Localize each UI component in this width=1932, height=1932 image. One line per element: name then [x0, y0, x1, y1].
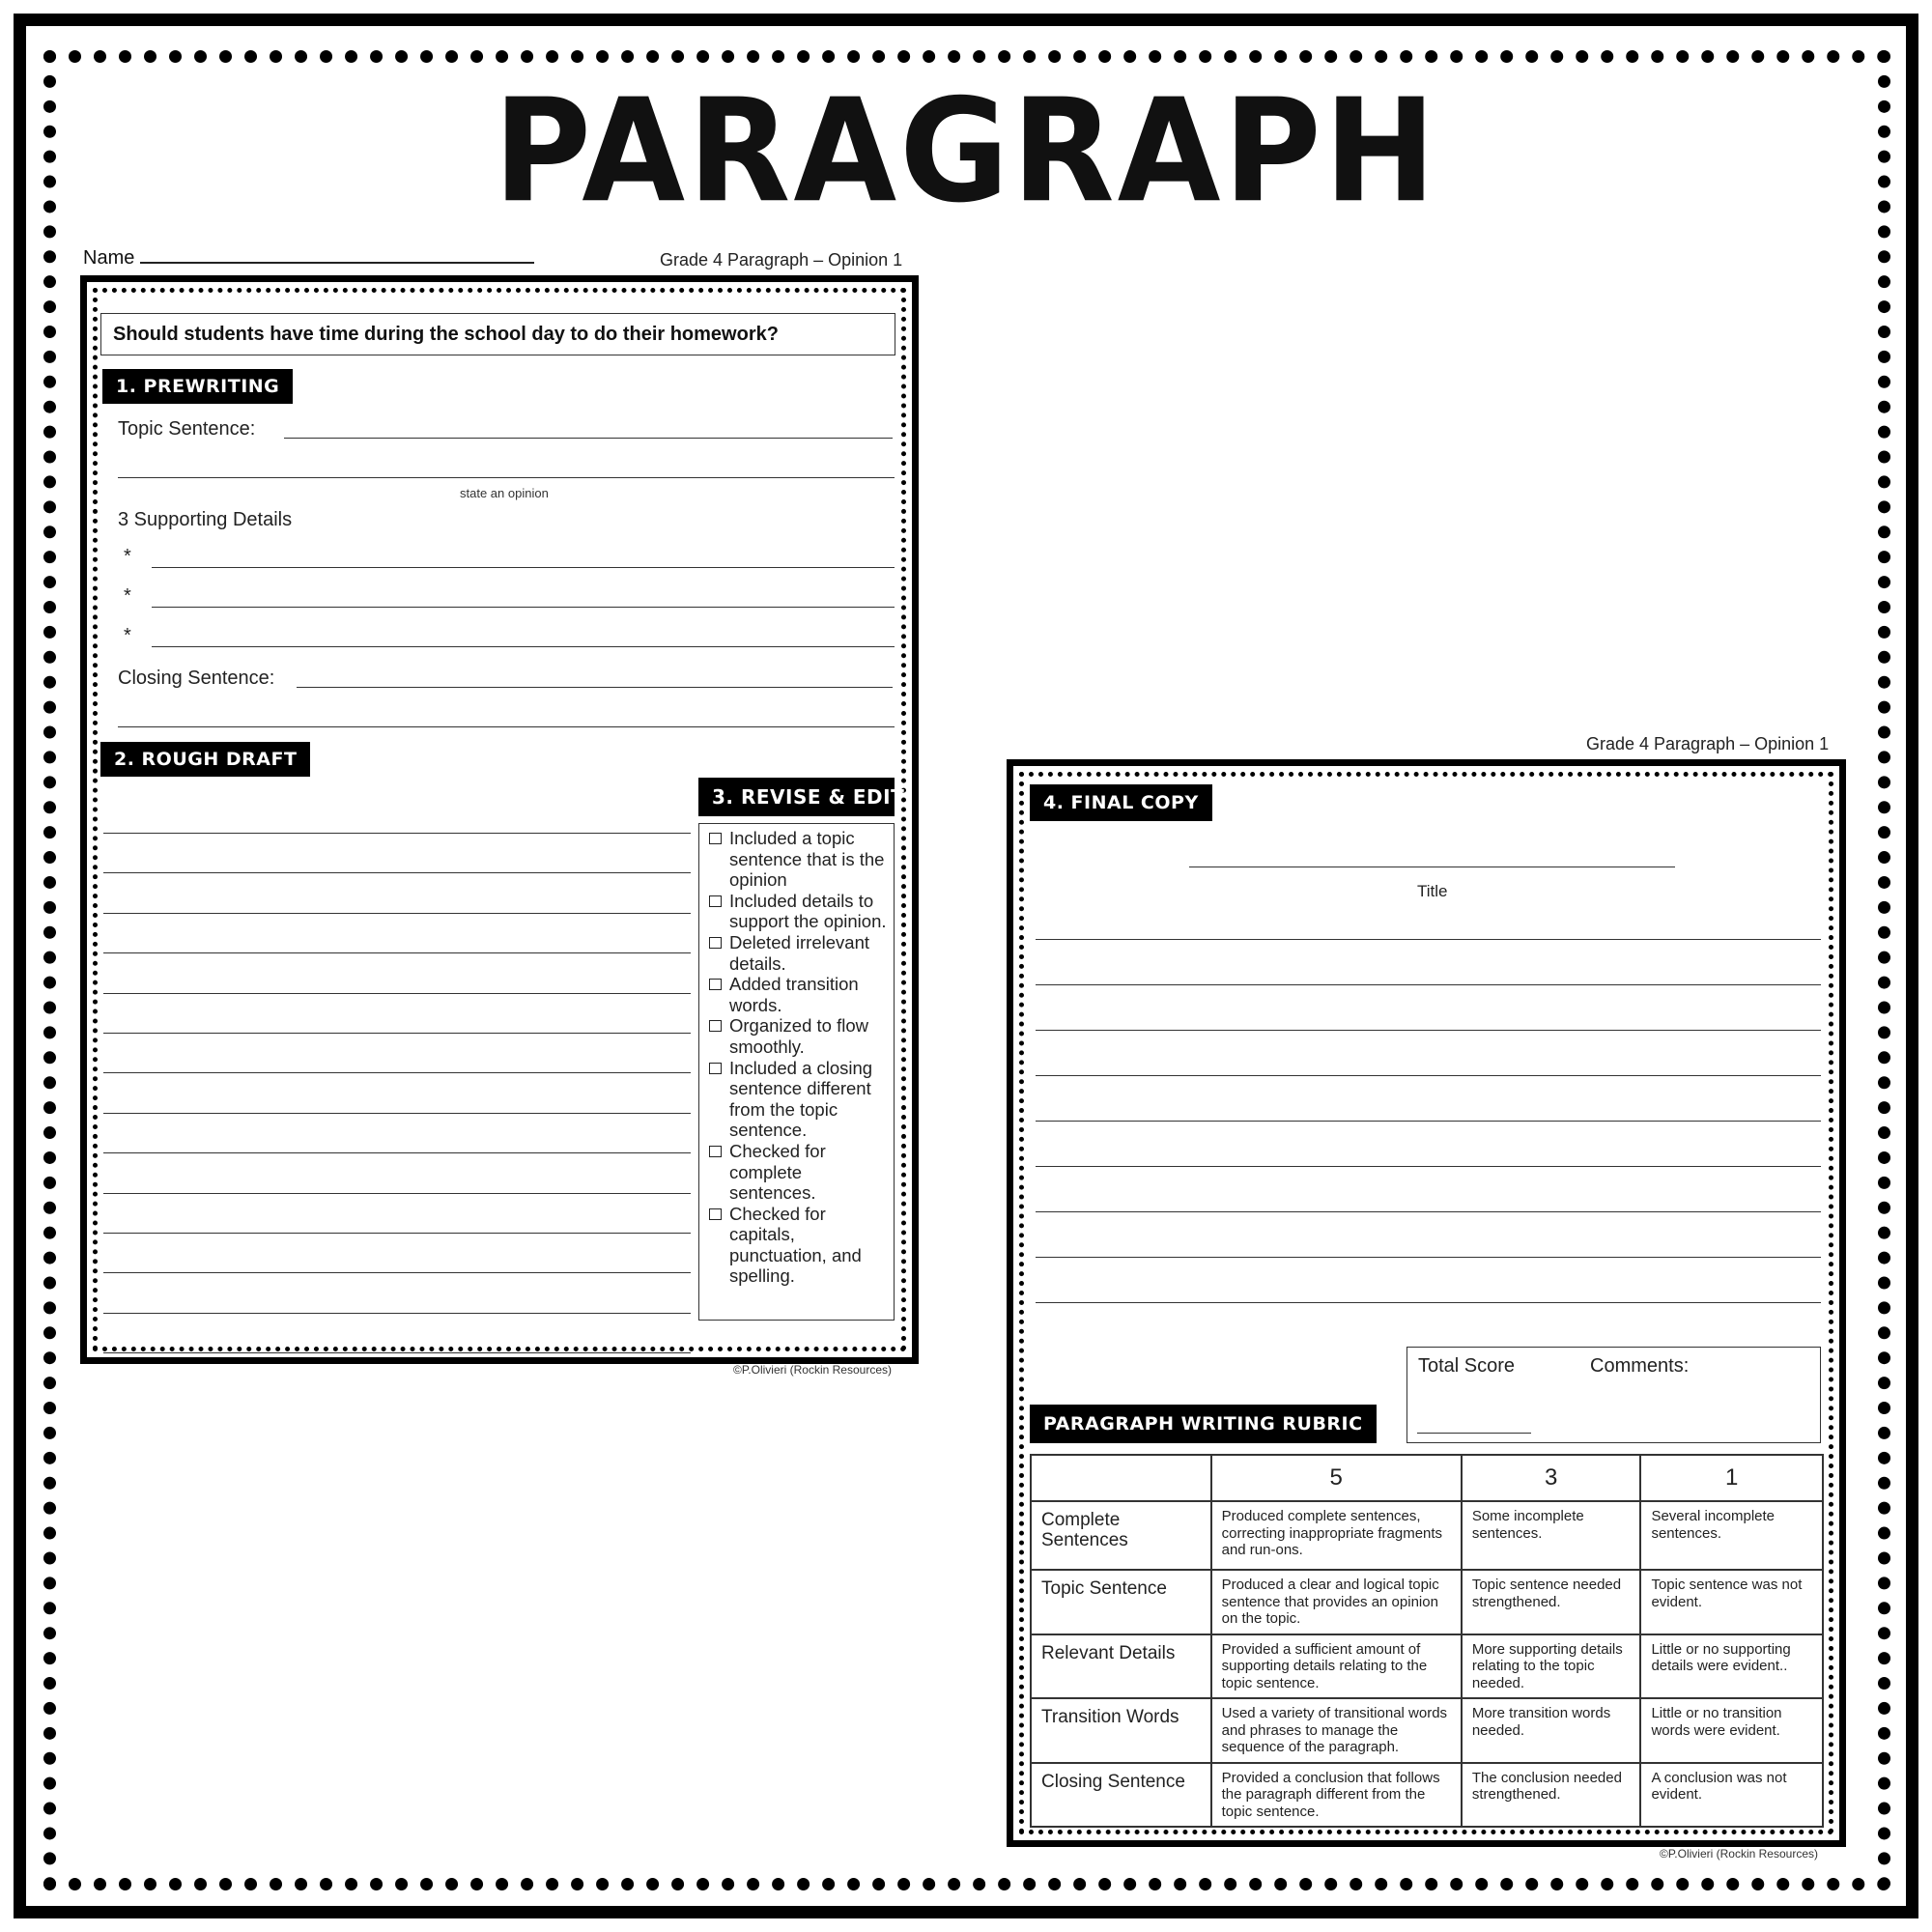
rough-draft-tag: 2. ROUGH DRAFT — [100, 742, 310, 777]
rubric-cell: Topic sentence was not evident. — [1640, 1570, 1823, 1634]
final-copy-line[interactable] — [1036, 1211, 1821, 1212]
name-label: Name — [83, 247, 135, 269]
checklist-item — [709, 828, 888, 891]
checklist-item — [709, 1015, 888, 1057]
rubric-cell: Provided a sufficient amount of supporting details relating to the topic sentence. — [1211, 1634, 1462, 1699]
final-copy-line[interactable] — [1036, 984, 1821, 985]
checklist-item — [709, 974, 888, 1015]
rubric-table — [1030, 1454, 1824, 1828]
rough-draft-line[interactable] — [103, 1272, 691, 1273]
rubric-criterion: Topic Sentence — [1031, 1570, 1211, 1634]
final-copy-line[interactable] — [1036, 1257, 1821, 1258]
bullet-1: * — [124, 546, 131, 567]
closing-sentence-line-1[interactable] — [297, 687, 893, 688]
checklist-item-label: Added transition words. — [729, 974, 859, 1015]
name-row — [83, 247, 534, 270]
rubric-cell: The conclusion needed strengthened. — [1462, 1763, 1641, 1828]
rough-draft-line[interactable] — [103, 1033, 691, 1034]
rough-draft-line[interactable] — [103, 1352, 691, 1353]
rubric-cell: More supporting details relating to the topic needed. — [1462, 1634, 1641, 1699]
rubric-criterion: Relevant Details — [1031, 1634, 1211, 1699]
checkbox[interactable] — [709, 979, 722, 990]
checklist-item-label: Included a closing sentence different from the topic sentence. — [729, 1057, 873, 1141]
rubric-row — [1031, 1570, 1823, 1634]
rough-draft-line[interactable] — [103, 1193, 691, 1194]
rubric-row — [1031, 1634, 1823, 1699]
checklist-item-label: Checked for capitals, punctuation, and spelling. — [729, 1203, 862, 1287]
checkbox[interactable] — [709, 1020, 722, 1032]
checklist-item-label: Included a topic sentence that is the opinion — [729, 828, 885, 891]
final-copy-line[interactable] — [1036, 1030, 1821, 1031]
prewriting-tag: 1. PREWRITING — [102, 369, 293, 404]
detail-line-3[interactable] — [152, 646, 895, 647]
rough-draft-line[interactable] — [103, 913, 691, 914]
detail-line-1[interactable] — [152, 567, 895, 568]
rubric-corner-cell — [1031, 1455, 1211, 1501]
closing-sentence-label: Closing Sentence: — [118, 668, 275, 689]
rough-draft-line[interactable] — [103, 1072, 691, 1073]
total-score-line[interactable] — [1417, 1433, 1531, 1434]
bullet-2: * — [124, 585, 131, 607]
rubric-header-row — [1031, 1455, 1823, 1501]
checklist-item-label: Included details to support the opinion. — [729, 890, 887, 932]
rubric-cell: Used a variety of transitional words and phrases to manage the sequence of the paragraph. — [1211, 1698, 1462, 1763]
question-box: Should students have time during the school day to do their homework? — [100, 313, 895, 355]
score-box — [1406, 1347, 1821, 1443]
rubric-cell: Produced a clear and logical topic sentence that provides an opinion on the topic. — [1211, 1570, 1462, 1634]
rubric-row — [1031, 1698, 1823, 1763]
rubric-row — [1031, 1501, 1823, 1570]
rough-draft-line[interactable] — [103, 1152, 691, 1153]
final-copy-line[interactable] — [1036, 1302, 1821, 1303]
rubric-criterion: Closing Sentence — [1031, 1763, 1211, 1828]
closing-sentence-line-2[interactable] — [118, 726, 895, 727]
left-header-meta: Grade 4 Paragraph – Opinion 1 — [660, 250, 903, 270]
total-score-label: Total Score — [1418, 1355, 1516, 1377]
rubric-tag: PARAGRAPH WRITING RUBRIC — [1030, 1405, 1377, 1443]
comments-label: Comments: — [1590, 1355, 1690, 1377]
revise-edit-tag: 3. REVISE & EDIT — [698, 778, 895, 816]
detail-line-2[interactable] — [152, 607, 895, 608]
final-copy-line[interactable] — [1036, 939, 1821, 940]
rough-draft-line[interactable] — [103, 1113, 691, 1114]
checkbox[interactable] — [709, 895, 722, 907]
checkbox[interactable] — [709, 1208, 722, 1220]
rubric-score-header: 1 — [1640, 1455, 1823, 1501]
revise-checklist — [698, 823, 895, 1321]
rubric-cell: Topic sentence needed strengthened. — [1462, 1570, 1641, 1634]
rubric-criterion: Complete Sentences — [1031, 1501, 1211, 1570]
rubric-row — [1031, 1763, 1823, 1828]
rubric-score-header: 3 — [1462, 1455, 1641, 1501]
rubric-cell: Some incomplete sentences. — [1462, 1501, 1641, 1570]
checkbox[interactable] — [709, 1146, 722, 1157]
rubric-cell: A conclusion was not evident. — [1640, 1763, 1823, 1828]
checklist-item-label: Checked for complete sentences. — [729, 1140, 826, 1204]
topic-sentence-line-2[interactable] — [118, 477, 895, 478]
rubric-cell: Produced complete sentences, correcting inappropriate fragments and run-ons. — [1211, 1501, 1462, 1570]
checklist-item — [709, 932, 888, 974]
final-copy-tag: 4. FINAL COPY — [1030, 784, 1212, 821]
final-copy-line[interactable] — [1036, 1121, 1821, 1122]
rough-draft-line[interactable] — [103, 1313, 691, 1314]
topic-sentence-line-1[interactable] — [284, 438, 893, 439]
rubric-cell: More transition words needed. — [1462, 1698, 1641, 1763]
rubric-cell: Little or no supporting details were evident.. — [1640, 1634, 1823, 1699]
checklist-item — [709, 891, 888, 932]
rubric-cell: Little or no transition words were evident. — [1640, 1698, 1823, 1763]
final-copy-line[interactable] — [1036, 1075, 1821, 1076]
rubric-score-header: 5 — [1211, 1455, 1462, 1501]
rubric-cell: Provided a conclusion that follows the paragraph different from the topic sentence. — [1211, 1763, 1462, 1828]
checkbox[interactable] — [709, 937, 722, 949]
checklist-item-label: Deleted irrelevant details. — [729, 931, 869, 974]
left-copyright: ©P.Olivieri (Rockin Resources) — [733, 1363, 892, 1377]
supporting-details-label: 3 Supporting Details — [118, 509, 293, 530]
page-title: PARAGRAPH — [493, 68, 1439, 235]
checklist-item — [709, 1058, 888, 1141]
rubric-criterion: Transition Words — [1031, 1698, 1211, 1763]
bullet-3: * — [124, 625, 131, 646]
title-caption: Title — [1417, 882, 1448, 900]
checklist-item-label: Organized to flow smoothly. — [729, 1015, 868, 1057]
final-copy-line[interactable] — [1036, 1166, 1821, 1167]
topic-sentence-label: Topic Sentence: — [118, 418, 256, 440]
rough-draft-line[interactable] — [103, 952, 691, 953]
rough-draft-line[interactable] — [103, 833, 691, 834]
rubric-cell: Several incomplete sentences. — [1640, 1501, 1823, 1570]
checklist-item — [709, 1141, 888, 1204]
state-opinion-caption: state an opinion — [460, 486, 549, 500]
rough-draft-line[interactable] — [103, 1233, 691, 1234]
rough-draft-line[interactable] — [103, 872, 691, 873]
checklist-item — [709, 1204, 888, 1287]
name-line[interactable] — [140, 250, 534, 264]
checkbox[interactable] — [709, 833, 722, 844]
right-header-meta: Grade 4 Paragraph – Opinion 1 — [1586, 734, 1830, 753]
rough-draft-line[interactable] — [103, 993, 691, 994]
right-copyright: ©P.Olivieri (Rockin Resources) — [1660, 1847, 1818, 1861]
checkbox[interactable] — [709, 1063, 722, 1074]
